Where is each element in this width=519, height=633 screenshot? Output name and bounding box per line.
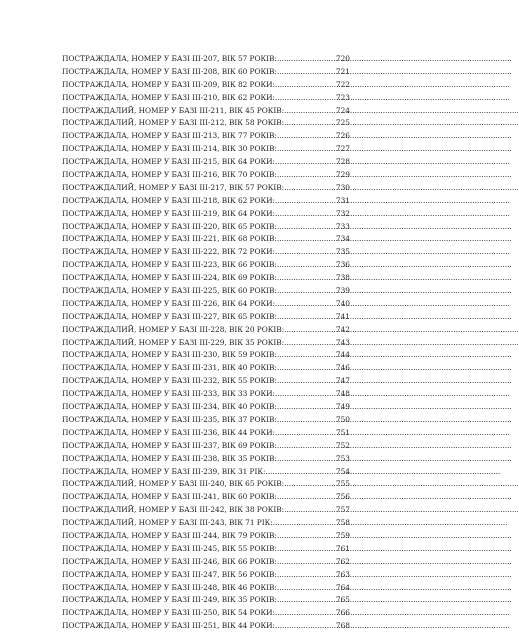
toc-entry[interactable] [62,466,350,479]
toc-dot-leader [284,324,336,337]
toc-entry-title: ПОСТРАЖДАЛА, НОМЕР У БАЗІ ІІІ-208, ВІК 60 РОКІВ: [62,66,277,76]
toc-entry[interactable] [62,453,350,466]
toc-entry[interactable] [62,169,350,182]
toc-entry[interactable] [62,582,350,595]
toc-entry-page-number: 758 [335,518,350,528]
toc-entry-page-number: 729 [335,170,350,180]
toc-entry[interactable] [62,53,350,66]
toc-entry[interactable] [62,195,350,208]
toc-entry[interactable] [62,285,350,298]
toc-entry-page-number: 734 [335,234,350,244]
toc-dot-leader [277,53,336,66]
toc-entry[interactable] [62,105,350,118]
toc-entry[interactable] [62,156,350,169]
toc-entry[interactable] [62,388,350,401]
toc-entry-title: ПОСТРАЖДАЛА, НОМЕР У БАЗІ ІІІ-247, ВІК 56 РОКІВ: [62,569,277,579]
toc-entry-page-number: 739 [335,286,350,296]
toc-dot-leader [275,246,336,259]
toc-entry-page-number: 766 [335,608,350,618]
toc-entry[interactable] [62,298,350,311]
toc-entry-page-number: 726 [335,131,350,141]
toc-dot-leader [275,298,336,311]
toc-dot-leader [277,569,336,582]
toc-entry-title: ПОСТРАЖДАЛА, НОМЕР У БАЗІ ІІІ-214, ВІК 30 РОКІВ: [62,144,277,154]
toc-entry[interactable] [62,130,350,143]
toc-dot-leader [275,92,336,105]
toc-entry[interactable] [62,478,350,491]
toc-dot-leader [277,143,336,156]
toc-entry-title: ПОСТРАЖДАЛИЙ, НОМЕР У БАЗІ ІІІ-211, ВІК 45 РОКІВ: [62,105,285,115]
toc-entry[interactable] [62,246,350,259]
toc-dot-leader [277,349,336,362]
toc-entry-title: ПОСТРАЖДАЛА, НОМЕР У БАЗІ ІІІ-248, ВІК 46 РОКІВ: [62,582,277,592]
toc-dot-leader [277,362,336,375]
toc-entry-page-number: 751 [335,427,350,437]
toc-entry-title: ПОСТРАЖДАЛА, НОМЕР У БАЗІ ІІІ-223, ВІК 66 РОКІВ: [62,260,277,270]
toc-entry[interactable] [62,556,350,569]
toc-entry-page-number: 752 [335,440,350,450]
toc-dot-leader [277,401,336,414]
toc-entry-title: ПОСТРАЖДАЛА, НОМЕР У БАЗІ ІІІ-249, ВІК 35 РОКІВ: [62,595,277,605]
toc-entry-page-number: 725 [335,118,350,128]
toc-dot-leader [277,285,336,298]
toc-entry[interactable] [62,66,350,79]
toc-entry[interactable] [62,349,350,362]
toc-entry-page-number: 727 [335,144,350,154]
toc-entry-title: ПОСТРАЖДАЛА, НОМЕР У БАЗІ ІІІ-231, ВІК 40 РОКІВ: [62,363,277,373]
toc-entry[interactable] [62,414,350,427]
toc-entry-title: ПОСТРАЖДАЛА, НОМЕР У БАЗІ ІІІ-244, ВІК 79 РОКІВ: [62,530,277,540]
toc-entry-title: ПОСТРАЖДАЛА, НОМЕР У БАЗІ ІІІ-239, ВІК 31 РІК: [62,466,266,476]
toc-dot-leader [277,66,336,79]
toc-dot-leader [277,543,336,556]
toc-entry-title: ПОСТРАЖДАЛА, НОМЕР У БАЗІ ІІІ-221, ВІК 68 РОКІВ: [62,234,277,244]
toc-entry[interactable] [62,530,350,543]
toc-entry-title: ПОСТРАЖДАЛА, НОМЕР У БАЗІ ІІІ-219, ВІК 64 РОКИ: [62,208,275,218]
toc-entry-title: ПОСТРАЖДАЛА, НОМЕР У БАЗІ ІІІ-234, ВІК 40 РОКІВ: [62,402,277,412]
toc-entry[interactable] [62,440,350,453]
toc-dot-leader [277,311,336,324]
toc-entry-title: ПОСТРАЖДАЛА, НОМЕР У БАЗІ ІІІ-238, ВІК 35 РОКІВ: [62,453,277,463]
toc-entry[interactable] [62,620,350,633]
toc-entry[interactable] [62,491,350,504]
toc-entry-title: ПОСТРАЖДАЛА, НОМЕР У БАЗІ ІІІ-236, ВІК 44 РОКИ: [62,427,275,437]
toc-entry-title: ПОСТРАЖДАЛА, НОМЕР У БАЗІ ІІІ-233, ВІК 33 РОКИ: [62,389,275,399]
toc-entry-title: ПОСТРАЖДАЛИЙ, НОМЕР У БАЗІ ІІІ-212, ВІК 58 РОКІВ: [62,118,285,128]
toc-entry-page-number: 754 [335,466,350,476]
toc-entry-page-number: 741 [335,311,350,321]
toc-dot-leader [284,478,336,491]
toc-entry-page-number: 761 [335,543,350,553]
toc-dot-leader [277,233,336,246]
toc-entry-title: ПОСТРАЖДАЛА, НОМЕР У БАЗІ ІІІ-224, ВІК 69 РОКІВ: [62,273,277,283]
toc-entry-title: ПОСТРАЖДАЛИЙ, НОМЕР У БАЗІ ІІІ-242, ВІК 38 РОКІВ: [62,505,285,515]
toc-entry-title: ПОСТРАЖДАЛА, НОМЕР У БАЗІ ІІІ-251, ВІК 44 РОКИ: [62,621,275,631]
toc-entry[interactable] [62,117,350,130]
toc-dot-leader [277,582,336,595]
toc-entry[interactable] [62,208,350,221]
toc-entry[interactable] [62,401,350,414]
toc-dot-leader [277,491,336,504]
toc-entry[interactable] [62,504,350,517]
toc-dot-leader [275,388,336,401]
toc-entry[interactable] [62,607,350,620]
table-of-contents [62,53,350,633]
toc-dot-leader [277,440,336,453]
toc-entry-page-number: 721 [335,66,350,76]
toc-entry-page-number: 730 [335,182,350,192]
toc-entry-page-number: 765 [335,595,350,605]
toc-entry[interactable] [62,337,350,350]
toc-entry-page-number: 724 [335,105,350,115]
toc-entry-page-number: 764 [335,582,350,592]
toc-entry-title: ПОСТРАЖДАЛА, НОМЕР У БАЗІ ІІІ-207, ВІК 57 РОКІВ: [62,54,277,63]
toc-dot-leader [277,169,336,182]
toc-entry[interactable] [62,79,350,92]
toc-entry[interactable] [62,362,350,375]
toc-entry-title: ПОСТРАЖДАЛА, НОМЕР У БАЗІ ІІІ-227, ВІК 65 РОКІВ: [62,311,277,321]
toc-entry-title: ПОСТРАЖДАЛА, НОМЕР У БАЗІ ІІІ-213, ВІК 77 РОКІВ: [62,131,277,141]
toc-entry[interactable] [62,233,350,246]
toc-entry[interactable] [62,427,350,440]
toc-entry[interactable] [62,375,350,388]
toc-entry-title: ПОСТРАЖДАЛА, НОМЕР У БАЗІ ІІІ-241, ВІК 60 РОКІВ: [62,492,277,502]
toc-entry-title: ПОСТРАЖДАЛИЙ, НОМЕР У БАЗІ ІІІ-228, ВІК 20 РОКІВ: [62,324,285,334]
toc-dot-leader [275,427,336,440]
toc-entry-title: ПОСТРАЖДАЛА, НОМЕР У БАЗІ ІІІ-230, ВІК 59 РОКІВ: [62,350,277,360]
toc-entry-page-number: 738 [335,273,350,283]
toc-entry-title: ПОСТРАЖДАЛА, НОМЕР У БАЗІ ІІІ-246, ВІК 66 РОКІВ: [62,556,277,566]
toc-entry-page-number: 753 [335,453,350,463]
toc-entry-page-number: 723 [335,92,350,102]
toc-entry[interactable] [62,182,350,195]
toc-dot-leader [277,375,336,388]
toc-entry-page-number: 763 [335,569,350,579]
toc-entry-title: ПОСТРАЖДАЛА, НОМЕР У БАЗІ ІІІ-215, ВІК 64 РОКИ: [62,157,275,167]
toc-entry-page-number: 757 [335,505,350,515]
toc-entry[interactable] [62,259,350,272]
toc-dot-leader [284,105,336,118]
toc-dot-leader [275,156,336,169]
toc-entry-page-number: 759 [335,530,350,540]
toc-entry-page-number: 731 [335,195,350,205]
toc-entry-page-number: 743 [335,337,350,347]
toc-entry-title: ПОСТРАЖДАЛИЙ, НОМЕР У БАЗІ ІІІ-243, ВІК 71 РІК: [62,518,273,528]
toc-entry-title: ПОСТРАЖДАЛА, НОМЕР У БАЗІ ІІІ-210, ВІК 62 РОКИ: [62,92,275,102]
toc-entry-title: ПОСТРАЖДАЛА, НОМЕР У БАЗІ ІІІ-218, ВІК 62 РОКИ: [62,195,275,205]
toc-dot-leader [275,79,336,92]
toc-entry-page-number: 749 [335,402,350,412]
toc-entry-page-number: 733 [335,221,350,231]
toc-entry-page-number: 740 [335,298,350,308]
toc-entry-title: ПОСТРАЖДАЛА, НОМЕР У БАЗІ ІІІ-235, ВІК 37 РОКІВ: [62,414,277,424]
toc-entry-title: ПОСТРАЖДАЛА, НОМЕР У БАЗІ ІІІ-209, ВІК 82 РОКИ: [62,79,275,89]
toc-dot-leader [277,130,336,143]
toc-entry[interactable] [62,92,350,105]
toc-entry-page-number: 746 [335,363,350,373]
toc-entry-title: ПОСТРАЖДАЛИЙ, НОМЕР У БАЗІ ІІІ-240, ВІК 65 РОКІВ: [62,479,285,489]
toc-entry-page-number: 732 [335,208,350,218]
toc-entry-page-number: 728 [335,157,350,167]
toc-entry-title: ПОСТРАЖДАЛА, НОМЕР У БАЗІ ІІІ-250, ВІК 54 РОКИ: [62,608,275,618]
toc-entry-title: ПОСТРАЖДАЛА, НОМЕР У БАЗІ ІІІ-232, ВІК 55 РОКІВ: [62,376,277,386]
toc-dot-leader [284,182,336,195]
toc-entry-page-number: 756 [335,492,350,502]
toc-entry-page-number: 750 [335,414,350,424]
toc-dot-leader [277,259,336,272]
toc-dot-leader [277,594,336,607]
toc-entry[interactable] [62,311,350,324]
toc-entry[interactable] [62,517,350,530]
toc-entry-page-number: 736 [335,260,350,270]
toc-entry[interactable] [62,594,350,607]
toc-entry-page-number: 748 [335,389,350,399]
toc-dot-leader [273,517,336,530]
toc-entry-page-number: 735 [335,247,350,257]
toc-entry-page-number: 747 [335,376,350,386]
toc-entry-page-number: 762 [335,556,350,566]
toc-entry-title: ПОСТРАЖДАЛА, НОМЕР У БАЗІ ІІІ-226, ВІК 64 РОКИ: [62,298,275,308]
toc-dot-leader [275,208,336,221]
toc-dot-leader [275,195,336,208]
toc-dot-leader [277,530,336,543]
toc-entry[interactable] [62,272,350,285]
toc-dot-leader [277,453,336,466]
toc-dot-leader [265,466,335,479]
toc-dot-leader [277,272,336,285]
toc-entry[interactable] [62,569,350,582]
toc-entry[interactable] [62,543,350,556]
toc-entry-page-number: 755 [335,479,350,489]
toc-dot-leader [284,117,336,130]
toc-entry-title: ПОСТРАЖДАЛИЙ, НОМЕР У БАЗІ ІІІ-217, ВІК 57 РОКІВ: [62,182,285,192]
toc-dot-leader [284,337,336,350]
toc-entry-title: ПОСТРАЖДАЛА, НОМЕР У БАЗІ ІІІ-222, ВІК 72 РОКИ: [62,247,275,257]
toc-entry-title: ПОСТРАЖДАЛА, НОМЕР У БАЗІ ІІІ-220, ВІК 65 РОКІВ: [62,221,277,231]
toc-entry[interactable] [62,324,350,337]
toc-entry-page-number: 744 [335,350,350,360]
toc-entry-page-number: 768 [335,621,350,631]
toc-entry[interactable] [62,143,350,156]
toc-entry[interactable] [62,221,350,234]
toc-entry-title: ПОСТРАЖДАЛИЙ, НОМЕР У БАЗІ ІІІ-229, ВІК 35 РОКІВ: [62,337,285,347]
toc-dot-leader [277,414,336,427]
toc-dot-leader [277,556,336,569]
toc-entry-page-number: 720 [335,54,350,63]
toc-dot-leader [284,504,336,517]
toc-entry-title: ПОСТРАЖДАЛА, НОМЕР У БАЗІ ІІІ-216, ВІК 70 РОКІВ: [62,170,277,180]
toc-dot-leader [275,620,336,633]
toc-entry-title: ПОСТРАЖДАЛА, НОМЕР У БАЗІ ІІІ-237, ВІК 69 РОКІВ: [62,440,277,450]
toc-dot-leader [277,221,336,234]
toc-dot-leader [275,607,336,620]
toc-entry-title: ПОСТРАЖДАЛА, НОМЕР У БАЗІ ІІІ-225, ВІК 60 РОКІВ: [62,286,277,296]
toc-entry-title: ПОСТРАЖДАЛА, НОМЕР У БАЗІ ІІІ-245, ВІК 55 РОКІВ: [62,543,277,553]
toc-entry-page-number: 722 [335,79,350,89]
toc-entry-page-number: 742 [335,324,350,334]
